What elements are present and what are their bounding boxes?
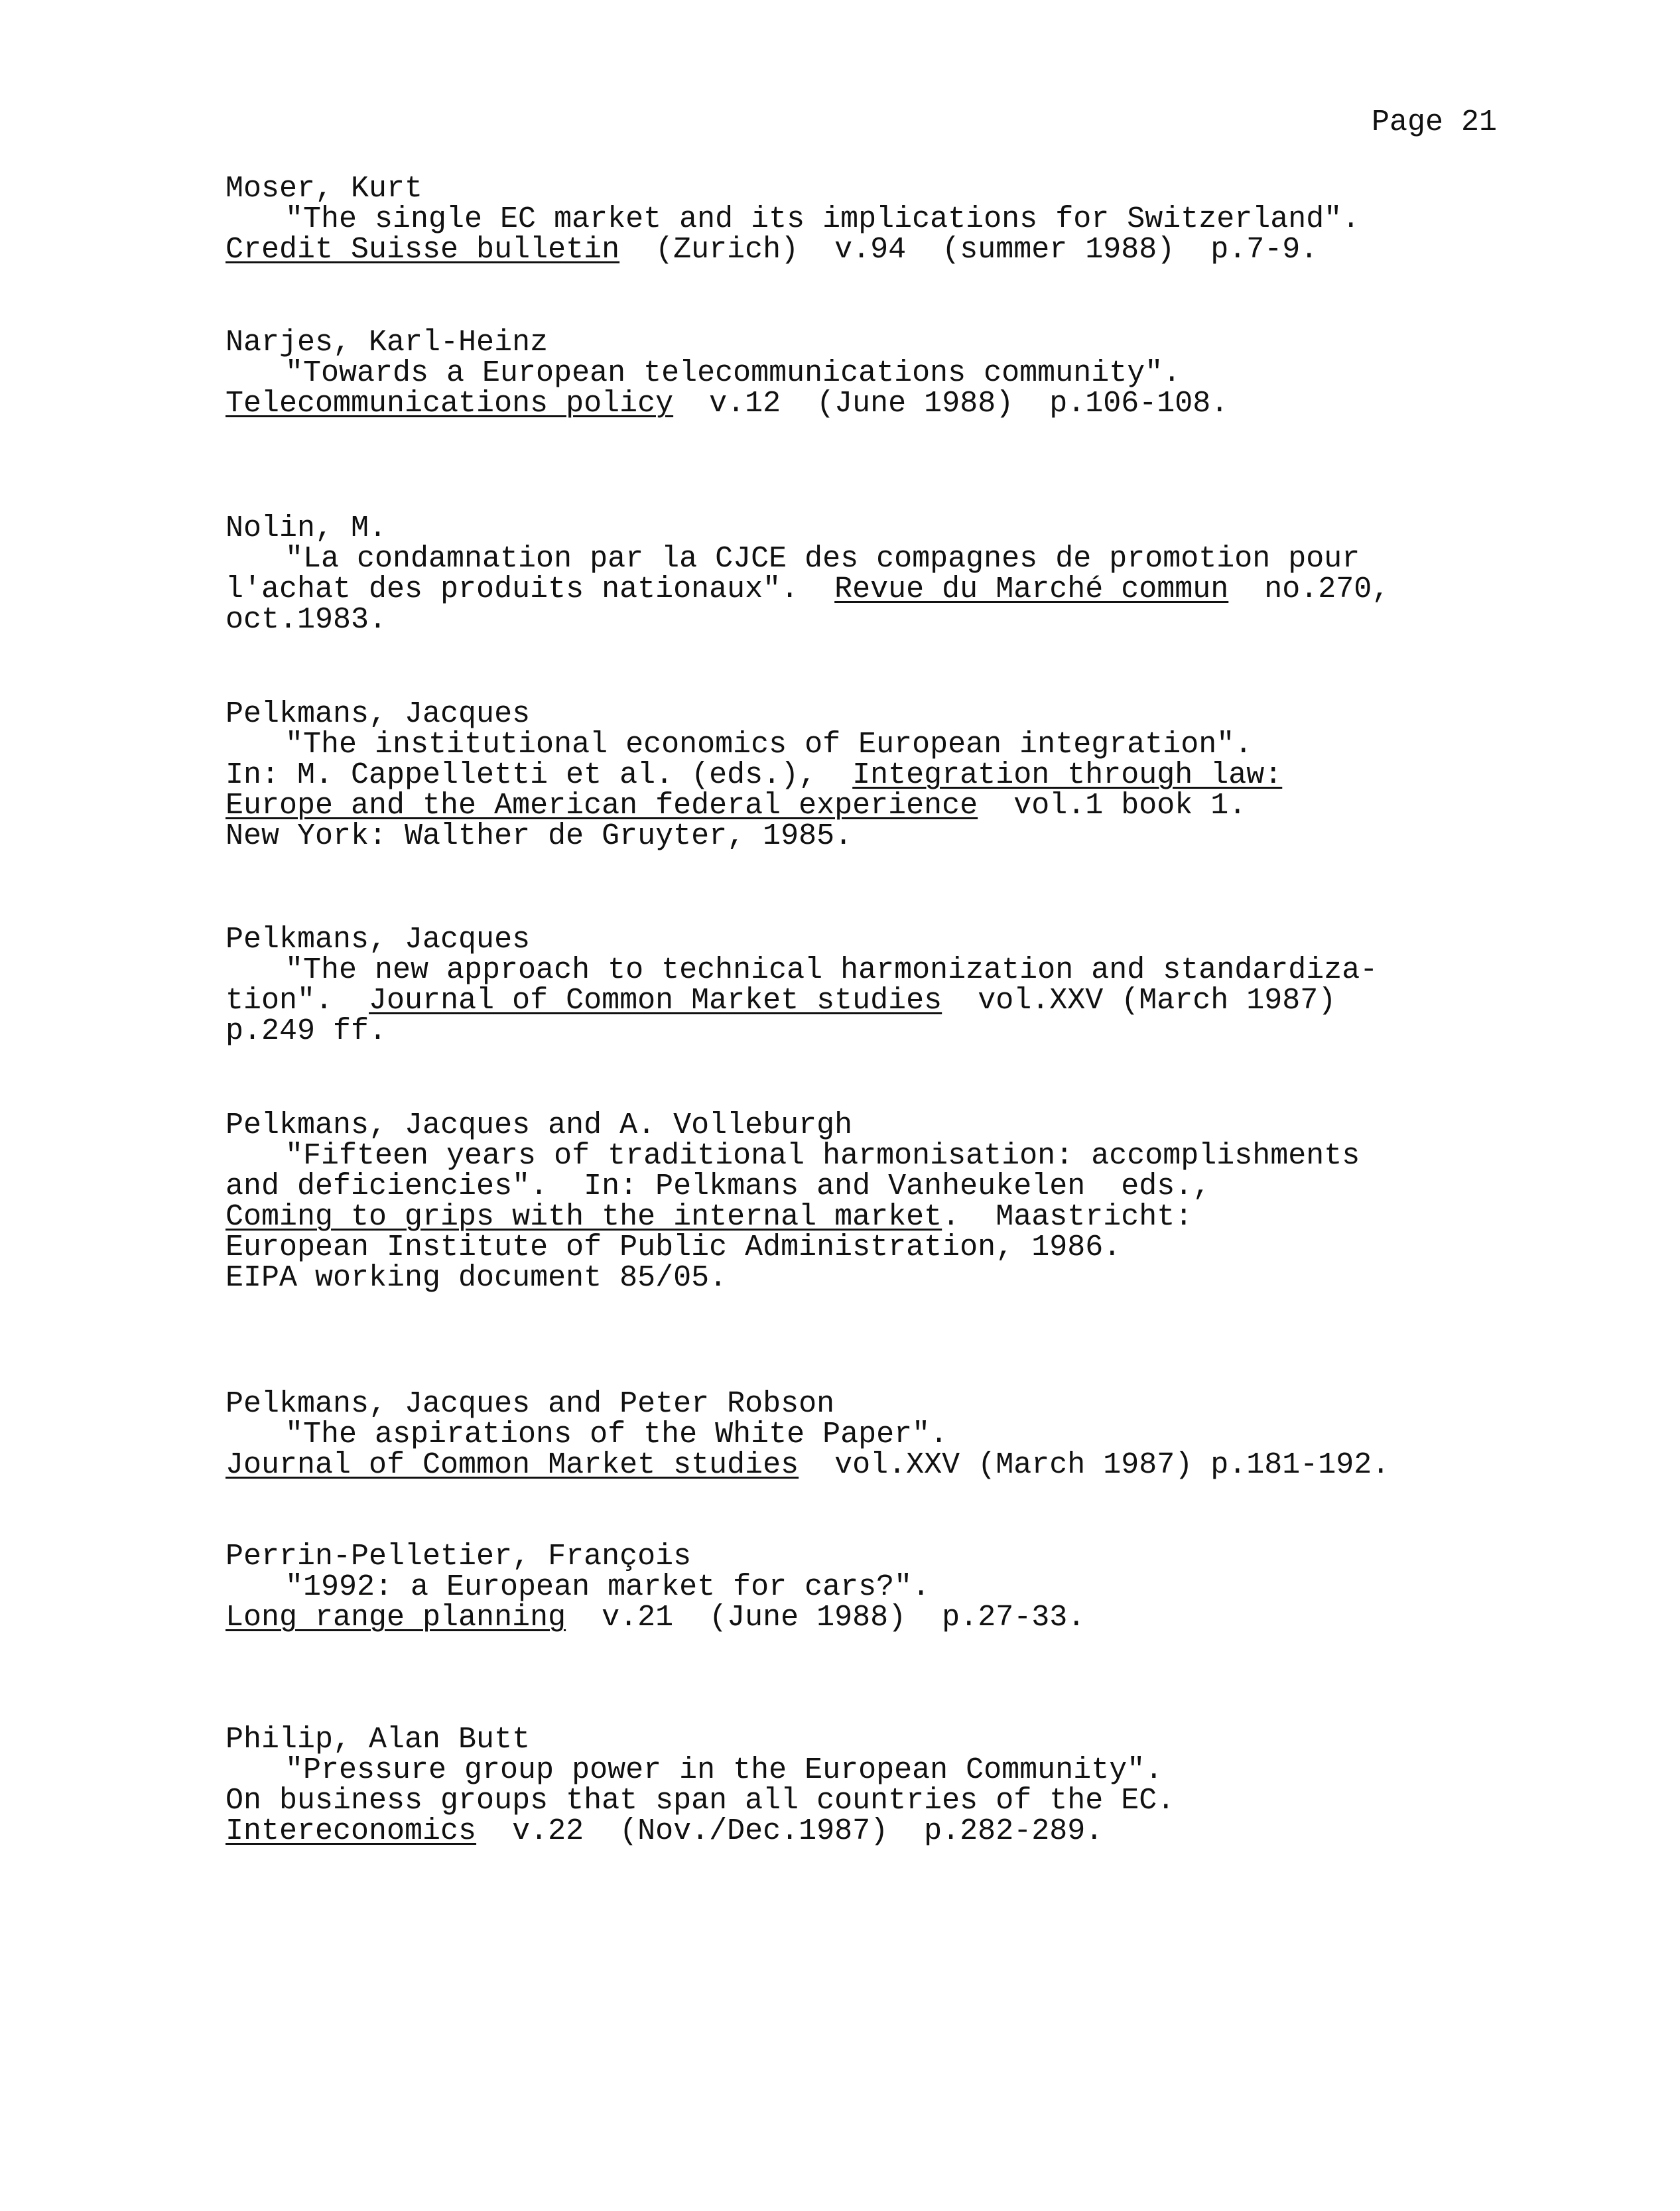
- journal-title: Telecommunications policy: [226, 387, 674, 421]
- entry-citation: [226, 1450, 1565, 1481]
- entry-title: "The institutional economics of European integration".: [285, 728, 1253, 762]
- entry-title: "The single EC market and its implications for Switzerland".: [285, 202, 1360, 236]
- citation-details: . Maastricht:: [942, 1200, 1193, 1234]
- entry-citation: [226, 1816, 1565, 1847]
- entry-citation: [226, 235, 1565, 265]
- citation-date: oct.1983.: [226, 603, 387, 637]
- journal-title: Long range planning: [226, 1601, 566, 1635]
- entry-citation: [226, 389, 1565, 419]
- citation-series: EIPA working document 85/05.: [226, 1261, 728, 1295]
- entry-title: "1992: a European market for cars?".: [285, 1570, 931, 1604]
- bibliography-entry-perrin-pelletier: [226, 1542, 1565, 1633]
- citation-prefix: l'achat des produits nationaux".: [226, 572, 835, 606]
- bibliography-entry-moser: [226, 174, 1565, 265]
- entry-title: "Towards a European telecommunications community".: [285, 356, 1181, 390]
- citation-details: v.22 (Nov./Dec.1987) p.282-289.: [476, 1814, 1104, 1848]
- entry-title: "La condamnation par la CJCE des compagnes de promotion pour: [285, 542, 1360, 576]
- entry-citation: [226, 1603, 1565, 1633]
- journal-title: Coming to grips with the internal market: [226, 1200, 942, 1234]
- bibliography-entry-narjes: [226, 328, 1565, 419]
- entry-citation: [226, 986, 1565, 1016]
- bibliography-entry-pelkmans-institutional: [226, 699, 1565, 852]
- entry-title: "Pressure group power in the European Community".: [285, 1753, 1163, 1787]
- journal-title: Credit Suisse bulletin: [226, 233, 620, 267]
- bibliography-entry-pelkmans-volleburgh: [226, 1110, 1565, 1294]
- bibliography-entry-philip: [226, 1725, 1565, 1847]
- citation-details: vol.XXV (March 1987) p.181-192.: [799, 1448, 1390, 1482]
- entry-author: Narjes, Karl-Heinz: [226, 326, 549, 360]
- journal-title: Revue du Marché commun: [834, 572, 1229, 606]
- journal-title-part1: Integration through law:: [852, 758, 1283, 792]
- bibliography-entry-pelkmans-new-approach: [226, 925, 1565, 1047]
- bibliography-entry-pelkmans-robson: [226, 1389, 1565, 1481]
- entry-title: "The aspirations of the White Paper".: [285, 1418, 948, 1451]
- citation-details: v.12 (June 1988) p.106-108.: [673, 387, 1229, 421]
- entry-citation-continued: [226, 791, 1565, 821]
- citation-details: (Zurich) v.94 (summer 1988) p.7-9.: [619, 233, 1319, 267]
- citation-pages: p.249 ff.: [226, 1014, 387, 1048]
- entry-author: Perrin-Pelletier, François: [226, 1540, 692, 1574]
- entry-author: Philip, Alan Butt: [226, 1723, 531, 1757]
- citation-publisher: European Institute of Public Administration, 1986.: [226, 1231, 1122, 1264]
- citation-details: v.21 (June 1988) p.27-33.: [566, 1601, 1086, 1635]
- page-number: Page 21: [1372, 105, 1498, 139]
- entry-author: Pelkmans, Jacques and Peter Robson: [226, 1387, 835, 1421]
- entry-note: On business groups that span all countries of the EC.: [226, 1784, 1175, 1818]
- entry-citation: [226, 760, 1565, 791]
- journal-title: Journal of Common Market studies: [226, 1448, 799, 1482]
- entry-author: Nolin, M.: [226, 511, 387, 545]
- entry-author: Moser, Kurt: [226, 172, 423, 206]
- citation-details: no.270,: [1228, 572, 1390, 606]
- citation-details: vol.1 book 1.: [978, 789, 1247, 823]
- entry-title: "The new approach to technical harmonization and standardiza-: [285, 953, 1378, 987]
- citation-publisher: New York: Walther de Gruyter, 1985.: [226, 819, 853, 853]
- entry-author: Pelkmans, Jacques and A. Volleburgh: [226, 1108, 853, 1142]
- bibliography-entry-nolin: [226, 513, 1565, 636]
- entry-title-continued: and deficiencies". In: Pelkmans and Vanheukelen eds.,: [226, 1170, 1211, 1203]
- entry-citation: [226, 1202, 1565, 1233]
- citation-details: vol.XXV (March 1987): [942, 984, 1336, 1018]
- entry-author: Pelkmans, Jacques: [226, 923, 531, 957]
- journal-title: Intereconomics: [226, 1814, 477, 1848]
- journal-title-part2: Europe and the American federal experience: [226, 789, 978, 823]
- citation-prefix: In: M. Cappelletti et al. (eds.),: [226, 758, 853, 792]
- journal-title: Journal of Common Market studies: [369, 984, 942, 1018]
- entry-citation: [226, 574, 1565, 605]
- entry-author: Pelkmans, Jacques: [226, 697, 531, 731]
- citation-prefix: tion".: [226, 984, 369, 1018]
- entry-title: "Fifteen years of traditional harmonisation: accomplishments: [285, 1139, 1360, 1173]
